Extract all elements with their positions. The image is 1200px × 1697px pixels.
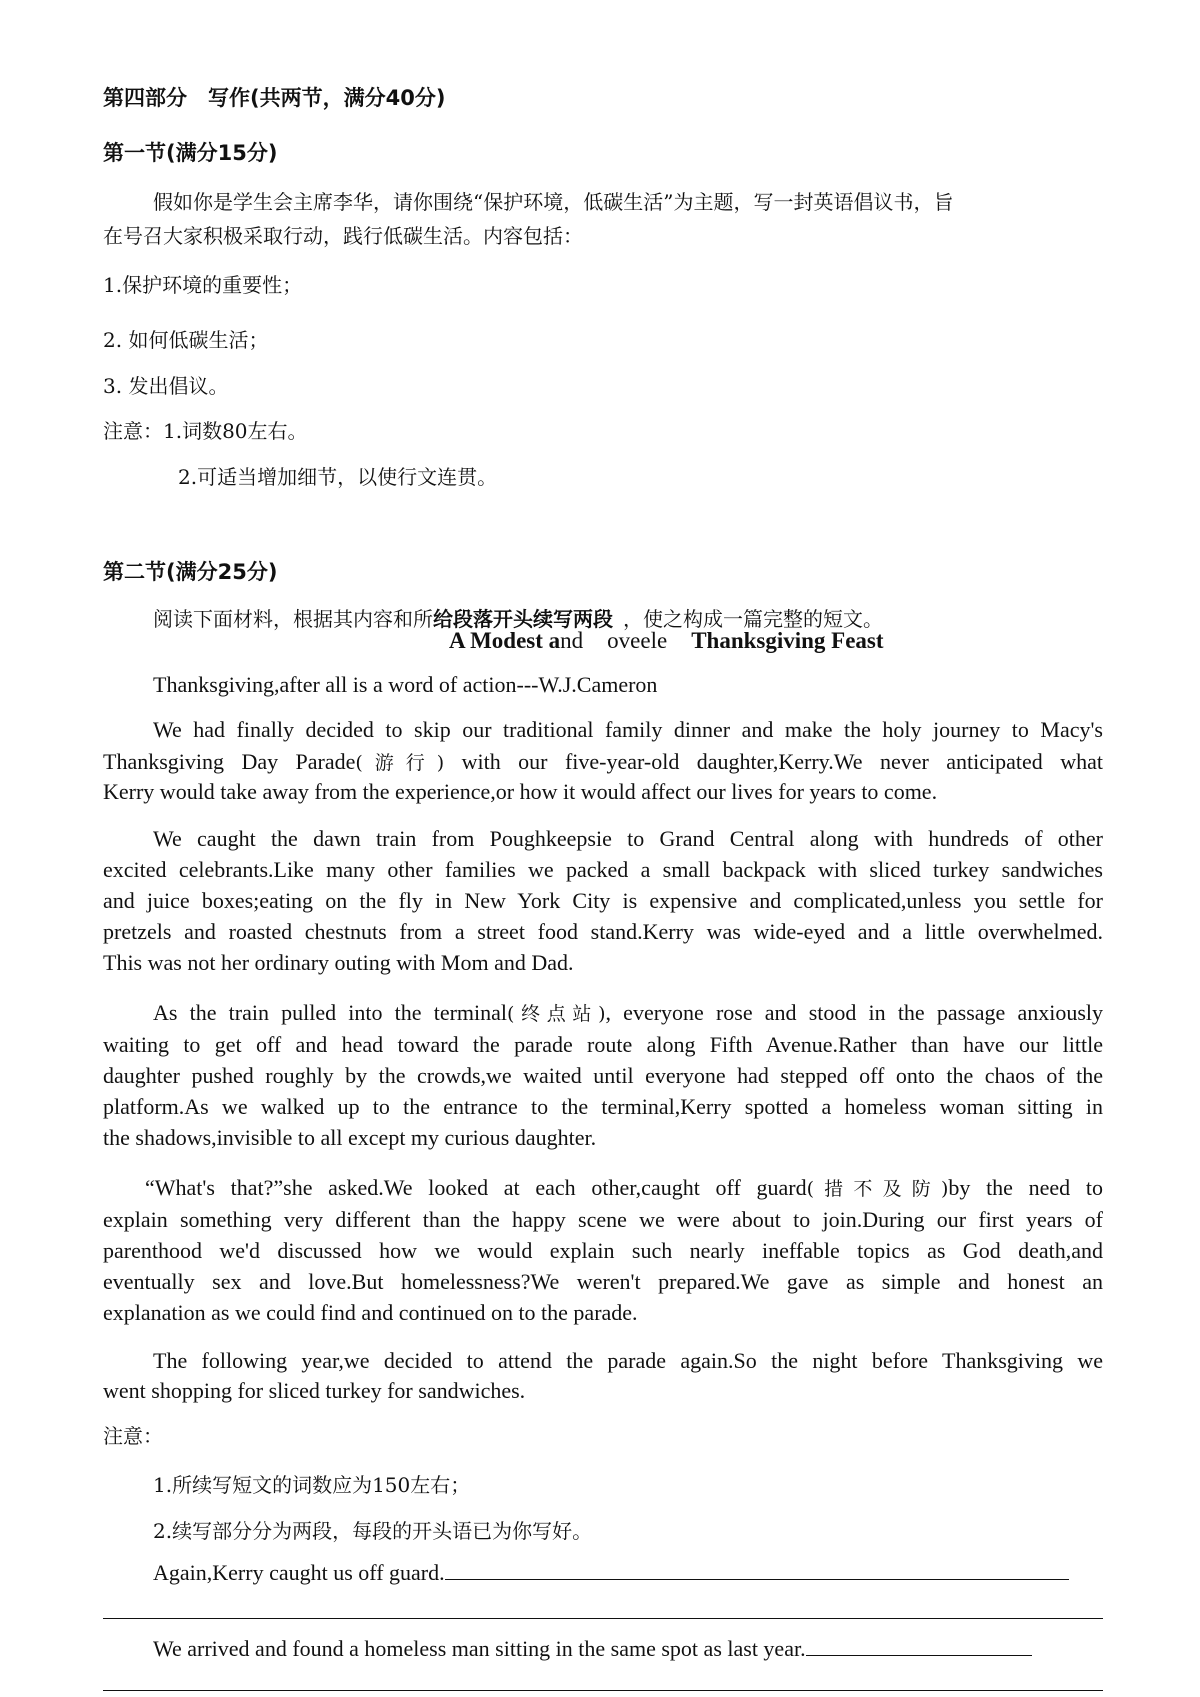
p1-line-3: Kerry would take away from the experience,or how it would affect our lives for years to come. — [103, 779, 938, 804]
p4-line-1a: “What's that?”she asked.We looked at each other,caught off guard — [145, 1175, 807, 1200]
p3-line-5: the shadows,invisible to all except my curious daughter. — [103, 1125, 597, 1150]
section2-intro-a: 阅读下面材料，根据其内容和所 — [153, 607, 433, 631]
section1-item-1: 1.保护环境的重要性； — [103, 273, 303, 297]
part4-heading: 第四部分 写作(共两节，满分40分) — [103, 86, 446, 110]
section1-item-2: 2. 如何低碳生活； — [103, 328, 269, 352]
section1-heading: 第一节(满分15分) — [103, 141, 278, 165]
section2-intro-bold: 给段落开头续写两段 — [433, 607, 613, 631]
p3-line-1b: , everyone rose and stood in the passage anxiously — [605, 1000, 1103, 1025]
p2-line-3: and juice boxes;eating on the fly in New York City is expensive and complicated,unless you settle for — [103, 888, 1103, 913]
p1-gloss: (游行) — [355, 752, 445, 774]
answer-line-2[interactable] — [103, 1690, 1103, 1691]
passage-title — [449, 628, 884, 654]
answer-line-1[interactable] — [103, 1618, 1103, 1619]
p2-line-5: This was not her ordinary outing with Mom and Dad. — [103, 950, 574, 975]
answer-blank-2[interactable] — [806, 1637, 1032, 1656]
p3-line-4: platform.As we walked up to the entrance to the terminal,Kerry spotted a homeless woman sitting in — [103, 1094, 1103, 1119]
p4-line-4: eventually sex and love.But homelessness?We weren't prepared.We gave as simple and honest an — [103, 1269, 1103, 1294]
section1-note-1: 1.词数80左右。 — [163, 419, 308, 443]
p1-line-2a: Thanksgiving Day Parade — [103, 749, 356, 774]
title-part-4: Thanksgiving Feast — [691, 628, 884, 653]
answer-blank-1[interactable] — [445, 1561, 1069, 1580]
section1-intro-line1: 假如你是学生会主席李华，请你围绕“保护环境，低碳生活”为主题，写一封英语倡议书，旨 — [153, 190, 954, 214]
continuation-start-1 — [153, 1560, 1103, 1586]
title-part-3: oveele — [607, 628, 668, 653]
p4-line-1b: by the need to — [948, 1175, 1103, 1200]
p4-line-2: explain something very different than the happy scene we were about to join.During our first years of — [103, 1207, 1103, 1232]
p3-line-2: waiting to get off and head toward the parade route along Fifth Avenue.Rather than have our little — [103, 1032, 1103, 1057]
title-part-2: nd — [560, 628, 584, 653]
p5-line-1: The following year,we decided to attend the parade again.So the night before Thanksgiving we — [153, 1348, 1103, 1373]
section1-item-3: 3. 发出倡议。 — [103, 374, 229, 398]
p2-line-4: pretzels and roasted chestnuts from a street food stand.Kerry was wide-eyed and a little overwhelmed. — [103, 919, 1103, 944]
p2-line-1: We caught the dawn train from Poughkeepsie to Grand Central along with hundreds of other — [153, 826, 1103, 851]
p3-line-1 — [153, 999, 1103, 1026]
section2-intro-b: ，使之构成一篇完整的短文。 — [623, 607, 883, 631]
section1-note — [103, 415, 308, 444]
continuation-start-1-text: Again,Kerry caught us off guard. — [153, 1560, 445, 1585]
p4-line-5: explanation as we could find and continued on to the parade. — [103, 1300, 638, 1325]
section2-heading: 第二节(满分25分) — [103, 560, 278, 584]
p4-line-3: parenthood we'd discussed how we would explain such nearly ineffable topics as God death,and — [103, 1238, 1103, 1263]
title-part-1: A Modest a — [449, 628, 561, 653]
section1-intro-line2: 在号召大家积极采取行动，践行低碳生活。内容包括： — [103, 224, 583, 248]
p5-line-2: went shopping for sliced turkey for sandwiches. — [103, 1378, 526, 1403]
p1-line-2 — [103, 748, 1103, 775]
p1-line-1: We had finally decided to skip our traditional family dinner and make the holy journey to Macy's — [153, 717, 1103, 742]
section2-note-1: 1.所续写短文的词数应为150左右； — [153, 1473, 471, 1497]
continuation-start-2 — [153, 1636, 1103, 1662]
p1-line-2b: with our five-year-old daughter,Kerry.We never anticipated what — [461, 749, 1104, 774]
p3-gloss: (终点站) — [507, 1003, 606, 1025]
epigraph: Thanksgiving,after all is a word of action---W.J.Cameron — [153, 672, 658, 697]
section1-note-2: 2.可适当增加细节，以使行文连贯。 — [178, 465, 498, 489]
section2-note-2: 2.续写部分分为两段，每段的开头语已为你写好。 — [153, 1519, 593, 1543]
section2-note-label: 注意： — [103, 1424, 163, 1448]
p4-gloss: (措不及防) — [806, 1178, 949, 1200]
p3-line-3: daughter pushed roughly by the crowds,we waited until everyone had stepped off onto the chaos of the — [103, 1063, 1103, 1088]
p3-line-1a: As the train pulled into the terminal — [153, 1000, 508, 1025]
p2-line-2: excited celebrants.Like many other families we packed a small backpack with sliced turkey sandwiches — [103, 857, 1103, 882]
continuation-start-2-text: We arrived and found a homeless man sitting in the same spot as last year. — [153, 1636, 806, 1661]
p4-line-1 — [145, 1174, 1103, 1201]
section1-note-label: 注意： — [103, 419, 163, 443]
